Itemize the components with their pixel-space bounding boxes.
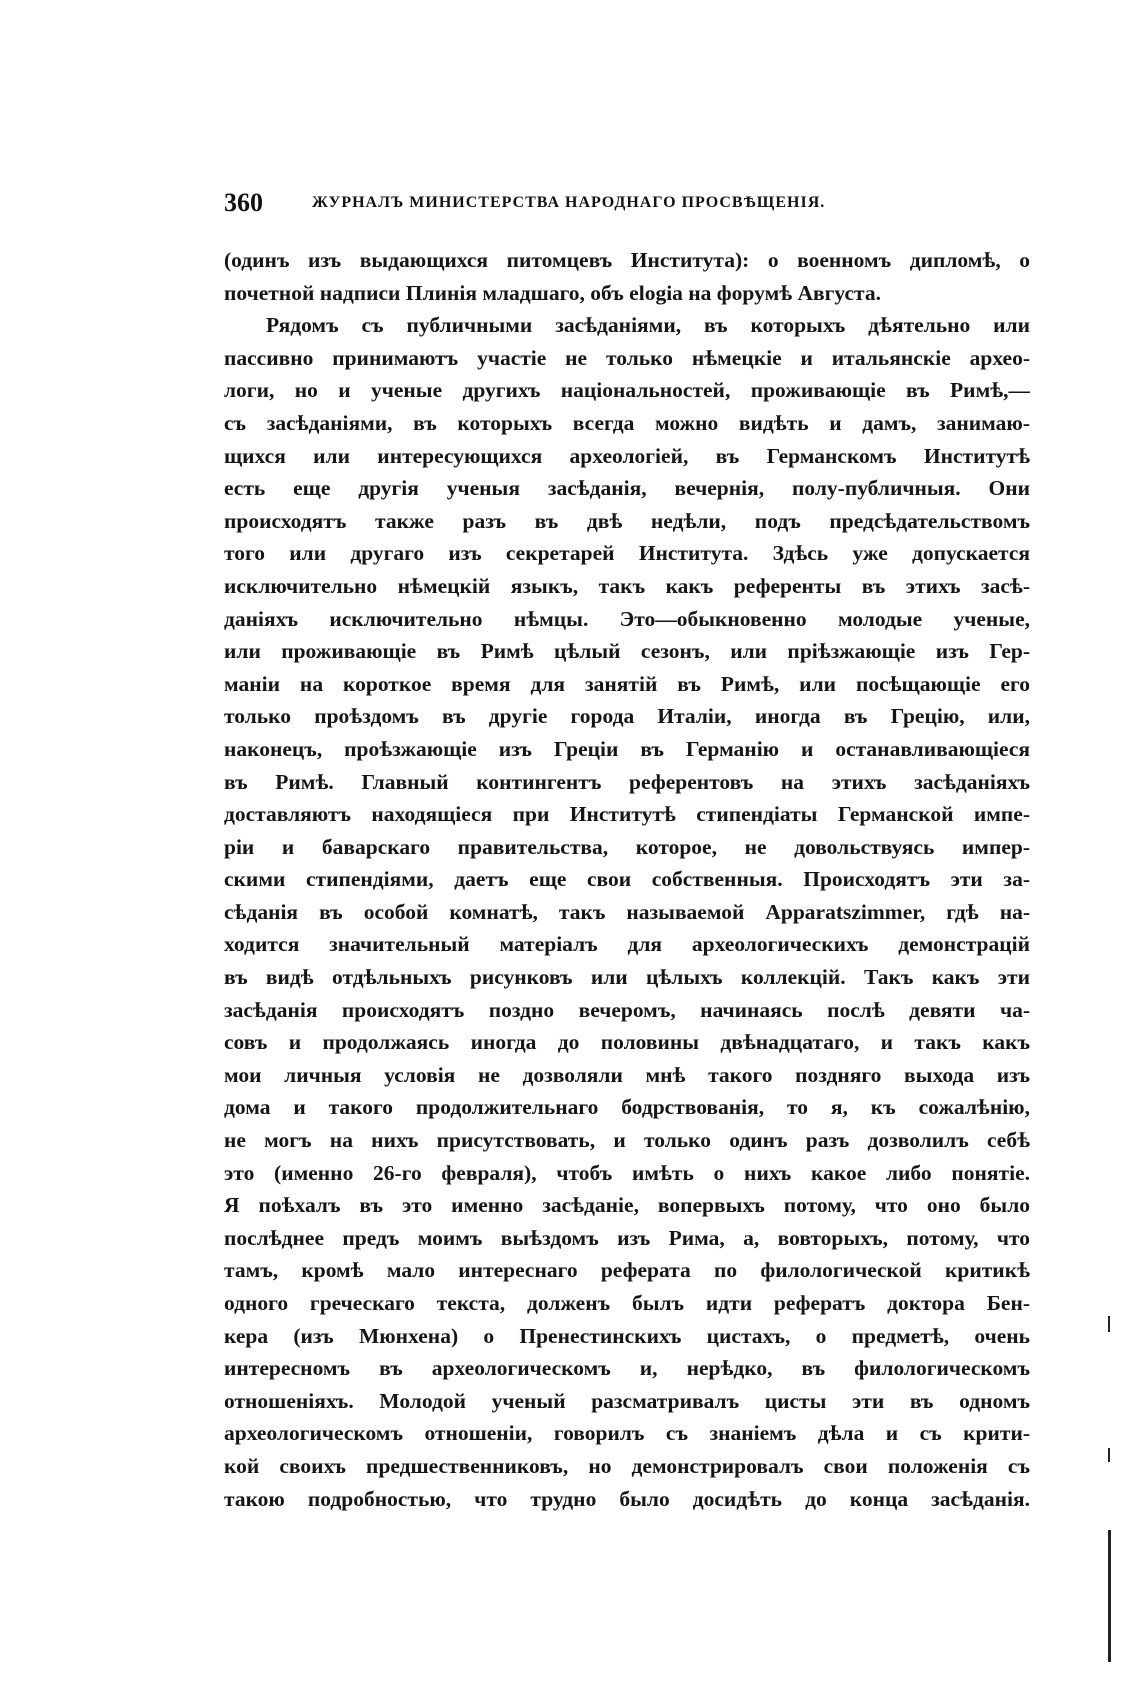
body-text <box>224 244 1030 1515</box>
text-line: въ Римѣ. Главный контингентъ референтовъ на этихъ засѣданіяхъ <box>224 769 1030 794</box>
text-line: исключительно нѣмецкій языкъ, такъ какъ референты въ этихъ засѣ- <box>224 573 1030 598</box>
text-line: или проживающіе въ Римѣ цѣлый сезонъ, или пріѣзжающіе изъ Гер- <box>224 639 1030 664</box>
text-line: кера (изъ Мюнхена) о Пренестинскихъ цистахъ, о предметѣ, очень <box>224 1323 1030 1348</box>
text-line: щихся или интересующихся археологіей, въ Германскомъ Институтѣ <box>224 443 1030 468</box>
text-line: происходятъ также разъ въ двѣ недѣли, подъ предсѣдательствомъ <box>224 508 1030 533</box>
text-line: это (именно 26-го февраля), чтобъ имѣть о нихъ какое либо понятіе. <box>224 1160 1030 1185</box>
text-line: въ видѣ отдѣльныхъ рисунковъ или цѣлыхъ коллекцій. Такъ какъ эти <box>224 965 1030 990</box>
text-line: дома и такого продолжительнаго бодрствованія, то я, къ сожалѣнію, <box>224 1095 1030 1120</box>
text-line: того или другаго изъ секретарей Института. Здѣсь уже допускается <box>224 541 1030 566</box>
text-line: наконецъ, проѣзжающіе изъ Греціи въ Германію и останавливающіеся <box>224 736 1030 761</box>
text-line: только проѣздомъ въ другіе города Италіи, иногда въ Грецію, или, <box>224 704 1030 729</box>
text-line: скими стипендіями, даетъ еще свои собственныя. Происходятъ эти за- <box>224 867 1030 892</box>
text-line: есть еще другія ученыя засѣданія, вечернія, полу-публичныя. Они <box>224 476 1030 501</box>
text-line: даніяхъ исключительно нѣмцы. Это—обыкновенно молодые ученые, <box>224 606 1030 631</box>
text-line: археологическомъ отношеніи, говорилъ съ знаніемъ дѣла и съ крити- <box>224 1421 1030 1446</box>
text-line: Я поѣхалъ въ это именно засѣданіе, вопервыхъ потому, что оно было <box>224 1193 1030 1218</box>
text-line: (одинъ изъ выдающихся питомцевъ Института): о военномъ дипломѣ, о <box>224 248 1030 272</box>
text-line: отношеніяхъ. Молодой ученый разсматривалъ цисты эти въ одномъ <box>224 1388 1030 1413</box>
text-line: кой своихъ предшественниковъ, но демонстрировалъ свои положенія съ <box>224 1453 1030 1478</box>
margin-scan-mark <box>1108 1448 1110 1462</box>
text-line: не могъ на нихъ присутствовать, и только одинъ разъ дозволилъ себѣ <box>224 1128 1030 1153</box>
page-header <box>224 188 1024 218</box>
text-line: почетной надписи Плинія младшаго, объ elogia на форумѣ Августа. <box>224 280 881 305</box>
text-line: доставляютъ находящіеся при Институтѣ стипендіаты Германской импе- <box>224 802 1030 827</box>
text-line: интересномъ въ археологическомъ и, нерѣдко, въ филологическомъ <box>224 1356 1030 1381</box>
text-line: сѣданія въ особой комнатѣ, такъ называемой Apparatszimmer, гдѣ на- <box>224 899 1030 924</box>
text-line: ходится значительный матеріалъ для археологическихъ демонстрацій <box>224 932 1030 957</box>
page-number: 360 <box>224 188 263 217</box>
text-line: засѣданія происходятъ поздно вечеромъ, начинаясь послѣ девяти ча- <box>224 997 1030 1022</box>
paragraph-start-line: Рядомъ съ публичными засѣданіями, въ которыхъ дѣятельно или <box>266 313 1030 338</box>
text-line: такою подробностью, что трудно было досидѣть до конца засѣданія. <box>224 1486 1030 1511</box>
text-line: съ засѣданіями, въ которыхъ всегда можно видѣть и дамъ, занимаю- <box>224 410 1030 435</box>
text-line: логи, но и ученые другихъ національностей, проживающіе въ Римѣ,— <box>224 378 1030 403</box>
text-line: одного греческаго текста, долженъ былъ идти рефератъ доктора Бен- <box>224 1291 1030 1315</box>
margin-scan-mark <box>1108 1530 1111 1662</box>
running-title: ЖУРНАЛЪ МИНИСТЕРСТВА НАРОДНАГО ПРОСВѢЩЕНІЯ. <box>312 194 826 211</box>
text-line: пассивно принимаютъ участіе не только нѣмецкіе и итальянскіе архео- <box>224 345 1030 370</box>
text-line: тамъ, кромѣ мало интереснаго реферата по филологической критикѣ <box>224 1258 1030 1283</box>
text-line: маніи на короткое время для занятій въ Римѣ, или посѣщающіе его <box>224 671 1030 696</box>
text-line: совъ и продолжаясь иногда до половины двѣнадцатаго, и такъ какъ <box>224 1030 1030 1055</box>
text-line: послѣднее предъ моимъ выѣздомъ изъ Рима, а, вовторыхъ, потому, что <box>224 1225 1030 1250</box>
margin-scan-mark <box>1108 1316 1110 1332</box>
text-line: ріи и баварскаго правительства, которое, не довольствуясь импер- <box>224 834 1030 859</box>
text-line: мои личныя условія не дозволяли мнѣ такого поздняго выхода изъ <box>224 1062 1030 1087</box>
